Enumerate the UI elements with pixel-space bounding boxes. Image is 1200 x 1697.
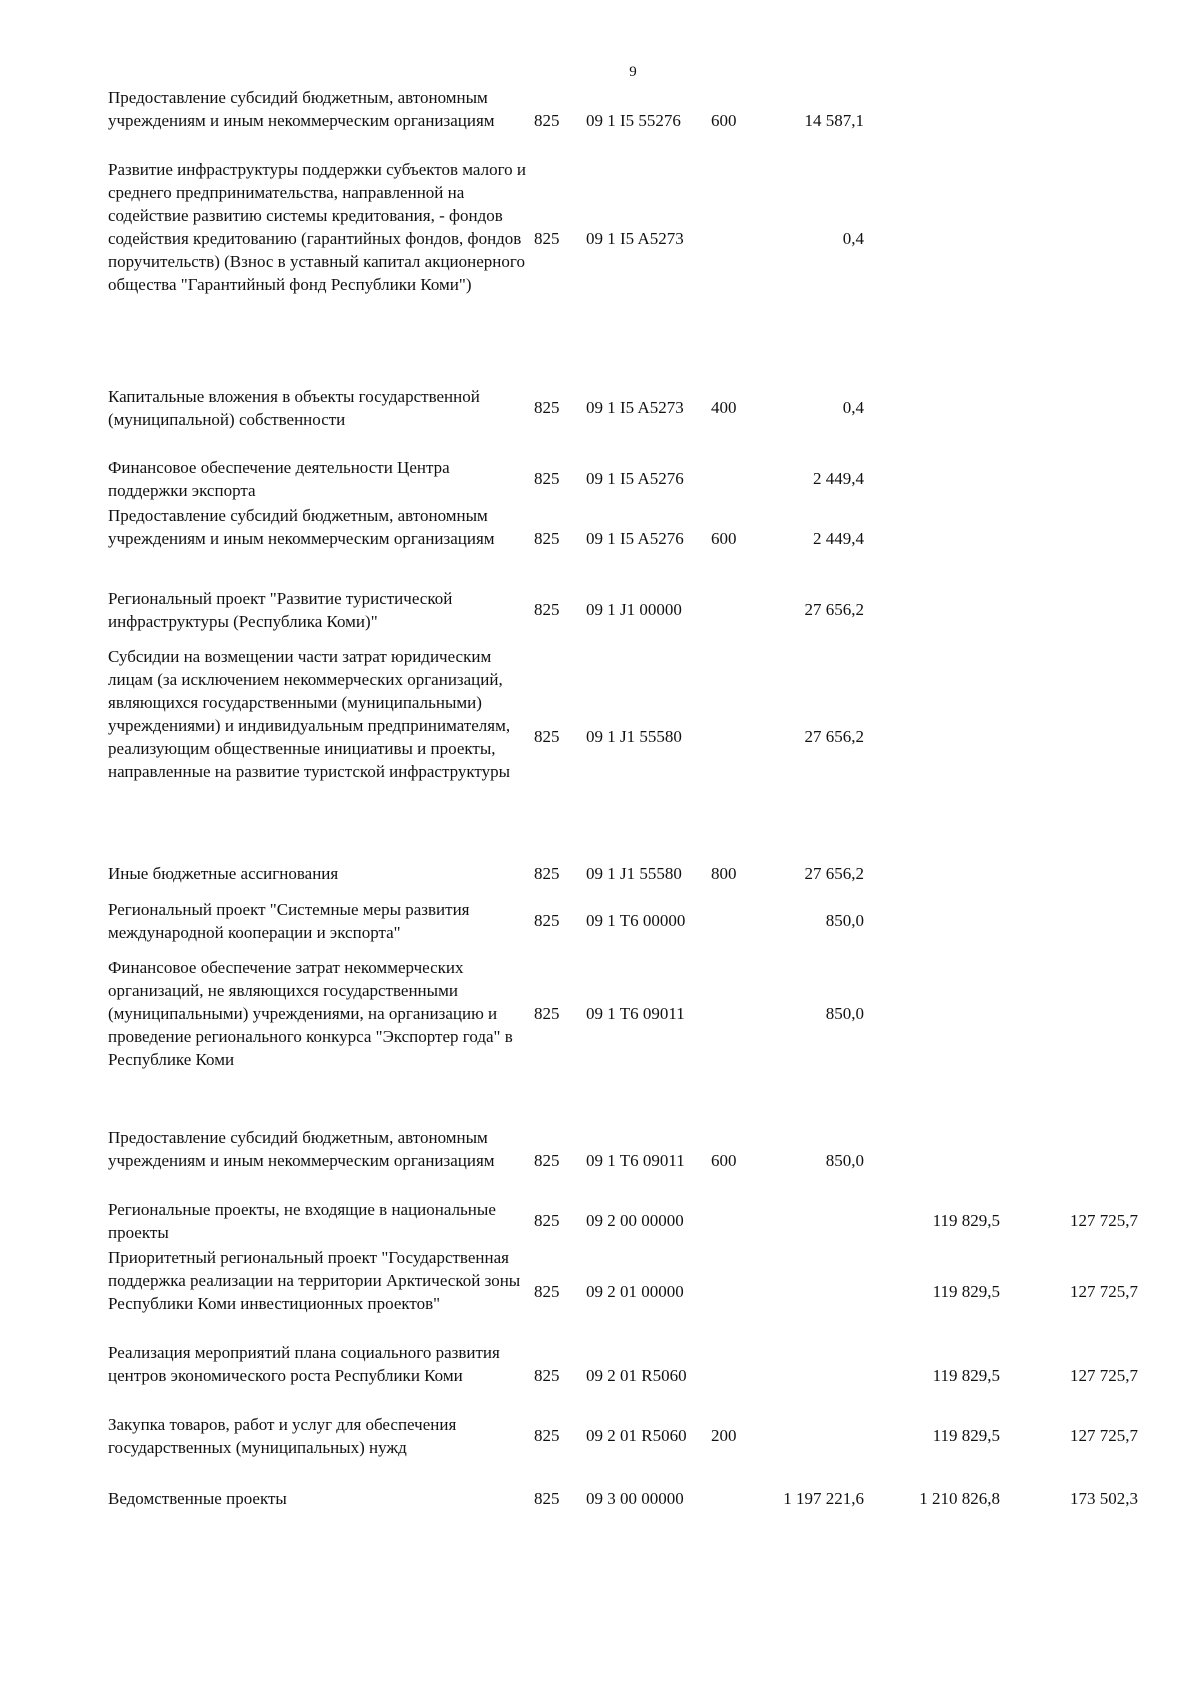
row-dept-code: 825 — [534, 600, 560, 619]
row-sum-3: 127 725,7 — [1070, 1365, 1138, 1385]
table-row — [108, 385, 1138, 431]
row-dept-code: 825 — [534, 469, 560, 488]
row-dept-code: 825 — [534, 1365, 560, 1385]
row-sum-2: 1 210 826,8 — [919, 1488, 1000, 1508]
row-description: Финансовое обеспечение затрат некоммерческих организаций, не являющихся государственными (муниципальными) учреждениями, на организацию и проведение регионального конкурса "Экспортер года" в Республике Коми — [108, 958, 513, 1069]
row-sum-1: 27 656,2 — [804, 863, 864, 883]
table-row — [108, 587, 1138, 633]
row-dept-code: 825 — [534, 1282, 560, 1301]
row-sum-3: 127 725,7 — [1070, 1426, 1138, 1445]
row-sum-3: 127 725,7 — [1070, 1211, 1138, 1230]
row-sum-1: 850,0 — [825, 1150, 864, 1170]
row-description: Реализация мероприятий плана социального развития центров экономического роста Республики Коми — [108, 1343, 500, 1385]
table-row — [108, 456, 1138, 502]
row-sum-1: 27 656,2 — [804, 727, 864, 746]
row-dept-code: 825 — [534, 911, 560, 930]
row-target-code: 09 2 00 00000 — [586, 1211, 684, 1230]
row-description: Региональные проекты, не входящие в национальные проекты — [108, 1200, 496, 1242]
row-dept-code: 825 — [534, 398, 560, 417]
table-row — [108, 86, 1138, 155]
row-target-code: 09 1 T6 00000 — [586, 911, 686, 930]
row-sum-2: 119 829,5 — [932, 1282, 1000, 1301]
table-row — [108, 1341, 1138, 1410]
row-dept-code: 825 — [534, 1003, 560, 1023]
row-target-code: 09 1 I5 55276 — [586, 110, 681, 130]
row-description: Развитие инфраструктуры поддержки субъектов малого и среднего предпринимательства, направленной на содействие развитию системы кредитования, - фондов содействия кредитованию (гарантийных фондов, фондов поручительств) (Взнос в уставный капитал акционерного общества "Гарантийный фонд Республики Коми") — [108, 160, 526, 294]
row-target-code: 09 1 J1 55580 — [586, 727, 682, 746]
table-row — [108, 504, 1138, 573]
row-sum-1: 14 587,1 — [804, 110, 864, 130]
row-description: Региональный проект "Развитие туристической инфраструктуры (Республика Коми)" — [108, 589, 453, 631]
row-target-code: 09 3 00 00000 — [586, 1488, 684, 1508]
row-sum-2: 119 829,5 — [932, 1211, 1000, 1230]
row-sum-2: 119 829,5 — [932, 1426, 1000, 1445]
row-expense-type: 600 — [711, 1150, 737, 1170]
row-target-code: 09 1 T6 09011 — [586, 1150, 685, 1170]
row-expense-type: 600 — [711, 528, 737, 548]
row-description: Иные бюджетные ассигнования — [108, 864, 339, 883]
row-expense-type: 600 — [711, 110, 737, 130]
row-description: Ведомственные проекты — [108, 1489, 287, 1508]
row-sum-3: 127 725,7 — [1070, 1282, 1138, 1301]
table-row — [108, 1126, 1138, 1195]
row-target-code: 09 2 01 00000 — [586, 1282, 684, 1301]
table-row — [108, 1246, 1138, 1338]
row-target-code: 09 1 I5 A5276 — [586, 469, 684, 488]
row-sum-1: 850,0 — [825, 911, 864, 930]
row-description: Предоставление субсидий бюджетным, автономным учреждениям и иным некоммерческим организациям — [108, 1128, 495, 1170]
row-target-code: 09 1 I5 A5276 — [586, 528, 684, 548]
row-dept-code: 825 — [534, 1211, 560, 1230]
table-row — [108, 898, 1138, 944]
row-target-code: 09 2 01 R5060 — [586, 1426, 687, 1445]
row-description: Приоритетный региональный проект "Государственная поддержка реализации на территории Арктической зоны Республики Коми инвестиционных проектов" — [108, 1248, 521, 1313]
row-sum-1: 2 449,4 — [813, 528, 864, 548]
row-target-code: 09 1 I5 A5273 — [586, 398, 684, 417]
table-row — [108, 956, 1138, 1071]
row-sum-2: 119 829,5 — [932, 1365, 1000, 1385]
row-sum-1: 2 449,4 — [813, 469, 864, 488]
row-dept-code: 825 — [534, 863, 560, 883]
row-target-code: 09 1 I5 A5273 — [586, 228, 684, 248]
row-dept-code: 825 — [534, 228, 560, 248]
row-expense-type: 400 — [711, 398, 737, 417]
row-target-code: 09 1 J1 55580 — [586, 863, 682, 883]
row-sum-1: 0,4 — [842, 398, 864, 417]
row-dept-code: 825 — [534, 1426, 560, 1445]
row-description: Капитальные вложения в объекты государственной (муниципальной) собственности — [108, 387, 480, 429]
row-dept-code: 825 — [534, 1150, 560, 1170]
row-description: Предоставление субсидий бюджетным, автономным учреждениям и иным некоммерческим организациям — [108, 506, 495, 548]
table-row — [108, 1198, 1138, 1244]
row-description: Закупка товаров, работ и услуг для обеспечения государственных (муниципальных) нужд — [108, 1415, 457, 1457]
row-description: Финансовое обеспечение деятельности Центра поддержки экспорта — [108, 458, 450, 500]
row-expense-type: 800 — [711, 863, 737, 883]
table-row — [108, 158, 1138, 319]
row-sum-1: 850,0 — [825, 1003, 864, 1023]
table-row — [108, 1413, 1138, 1459]
row-sum-1: 1 197 221,6 — [783, 1488, 864, 1508]
table-row — [108, 862, 1138, 885]
row-sum-3: 173 502,3 — [1070, 1488, 1138, 1508]
row-sum-1: 27 656,2 — [804, 600, 864, 619]
row-sum-1: 0,4 — [842, 228, 864, 248]
row-description: Субсидии на возмещении части затрат юридическим лицам (за исключением некоммерческих организаций, являющихся государственными (муниципальными) учреждениями) и индивидуальным предпринимателям, реализующим общественные инициативы и проекты, направленные на развитие туристской инфраструктуры — [108, 647, 511, 781]
row-target-code: 09 2 01 R5060 — [586, 1365, 687, 1385]
row-description: Региональный проект "Системные меры развития международной кооперации и экспорта" — [108, 900, 470, 942]
row-dept-code: 825 — [534, 1488, 560, 1508]
row-expense-type: 200 — [711, 1426, 737, 1445]
table-row — [108, 1487, 1138, 1510]
row-dept-code: 825 — [534, 727, 560, 746]
page-number: 9 — [629, 64, 637, 80]
row-dept-code: 825 — [534, 110, 560, 130]
table-row — [108, 645, 1138, 829]
row-target-code: 09 1 J1 00000 — [586, 600, 682, 619]
row-dept-code: 825 — [534, 528, 560, 548]
row-description: Предоставление субсидий бюджетным, автономным учреждениям и иным некоммерческим организациям — [108, 88, 495, 130]
row-target-code: 09 1 T6 09011 — [586, 1003, 685, 1023]
